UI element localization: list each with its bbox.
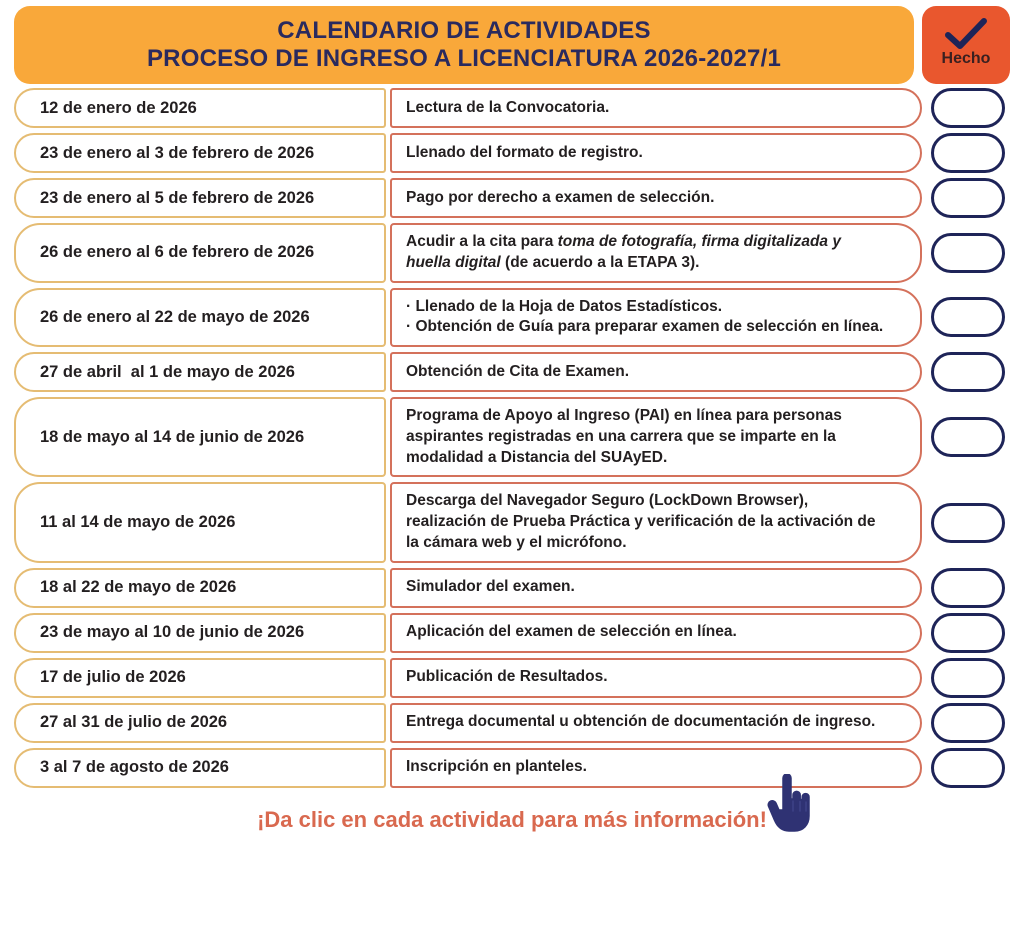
activity-date-label: 18 al 22 de mayo de 2026 — [40, 578, 237, 597]
activity-date-cell[interactable] — [14, 178, 386, 218]
done-checkbox-cell[interactable] — [926, 703, 1010, 743]
activity-date-label: 12 de enero de 2026 — [40, 98, 197, 117]
page-title-line-2: PROCESO DE INGRESO A LICENCIATURA 2026-2027/1 — [146, 45, 782, 72]
done-checkbox[interactable] — [931, 233, 1005, 273]
page-title-line-1: CALENDARIO DE ACTIVIDADES — [277, 16, 651, 44]
activity-description-cell[interactable] — [390, 568, 922, 608]
activity-description-label: Entrega documental u obtención de documentación de ingreso. — [406, 713, 876, 731]
activity-description-label: Lectura de la Convocatoria. — [406, 98, 610, 116]
calendar-header — [0, 0, 1024, 88]
done-checkbox-cell[interactable] — [926, 352, 1010, 392]
done-checkbox[interactable] — [931, 748, 1005, 788]
activity-description-label: Publicación de Resultados. — [406, 668, 608, 686]
activity-date-label: 17 de julio de 2026 — [40, 668, 186, 687]
activity-date-label: 23 de enero al 3 de febrero de 2026 — [40, 143, 315, 162]
activity-date-label: 11 al 14 de mayo de 2026 — [40, 513, 236, 531]
table-row[interactable] — [14, 482, 1010, 562]
done-checkbox[interactable] — [931, 133, 1005, 173]
activity-date-label: 3 al 7 de agosto de 2026 — [40, 758, 229, 777]
activity-description-label: Acudir a la cita para toma de fotografía, firma digitalizada y huella digital (de acuerdo a la ETAPA 3). — [406, 233, 841, 271]
activity-date-label: 23 de enero al 5 de febrero de 2026 — [40, 188, 315, 207]
activity-date-label: 23 de mayo al 10 de junio de 2026 — [40, 623, 305, 642]
table-row[interactable] — [14, 223, 1010, 283]
activity-description-cell[interactable] — [390, 133, 922, 173]
activity-description-label: Programa de Apoyo al Ingreso (PAI) en línea para personas aspirantes registradas en una carrera que se imparte en la modalidad a Distancia del SUAyED. — [406, 407, 842, 466]
done-checkbox[interactable] — [931, 503, 1005, 543]
activity-description-label: Aplicación del examen de selección en línea. — [406, 623, 737, 641]
activity-description-cell[interactable] — [390, 482, 922, 562]
done-checkbox-cell[interactable] — [926, 613, 1010, 653]
activity-date-label: 26 de enero al 6 de febrero de 2026 — [40, 243, 315, 262]
activity-description-cell[interactable] — [390, 178, 922, 218]
activity-description-label: Inscripción en planteles. — [406, 758, 587, 776]
activity-date-cell[interactable] — [14, 703, 386, 743]
done-checkbox-cell[interactable] — [926, 178, 1010, 218]
activity-description-label: Obtención de Cita de Examen. — [406, 362, 630, 380]
table-row[interactable] — [14, 88, 1010, 128]
activity-date-cell[interactable] — [14, 88, 386, 128]
done-checkbox-cell[interactable] — [926, 568, 1010, 608]
activity-date-cell[interactable] — [14, 568, 386, 608]
done-checkbox[interactable] — [931, 417, 1005, 457]
done-checkbox-cell[interactable] — [926, 482, 1010, 562]
table-row[interactable] — [14, 178, 1010, 218]
activity-description-cell[interactable] — [390, 88, 922, 128]
done-checkbox[interactable] — [931, 178, 1005, 218]
table-row[interactable] — [14, 352, 1010, 392]
done-checkbox[interactable] — [931, 352, 1005, 392]
done-checkbox-cell[interactable] — [926, 748, 1010, 788]
activity-description-cell[interactable] — [390, 397, 922, 477]
activity-date-cell[interactable] — [14, 613, 386, 653]
activity-description-cell[interactable] — [390, 288, 922, 348]
activity-date-cell[interactable] — [14, 748, 386, 788]
check-icon — [944, 18, 988, 52]
activity-description-label: Descarga del Navegador Seguro (LockDown Browser), realización de Prueba Práctica y verificación de la activación de la cámara web y el micrófono. — [406, 492, 876, 551]
done-checkbox-cell[interactable] — [926, 133, 1010, 173]
table-row[interactable] — [14, 288, 1010, 348]
activity-description-cell[interactable] — [390, 352, 922, 392]
activity-date-cell[interactable] — [14, 223, 386, 283]
done-checkbox[interactable] — [931, 568, 1005, 608]
activity-date-cell[interactable] — [14, 288, 386, 348]
done-checkbox[interactable] — [931, 658, 1005, 698]
header-banner — [14, 6, 914, 84]
table-row[interactable] — [14, 748, 1010, 788]
done-checkbox-cell[interactable] — [926, 288, 1010, 348]
activity-date-cell[interactable] — [14, 133, 386, 173]
done-column-header — [922, 6, 1010, 84]
activity-description-cell[interactable] — [390, 748, 922, 788]
done-checkbox-cell[interactable] — [926, 88, 1010, 128]
done-checkbox-cell[interactable] — [926, 658, 1010, 698]
done-checkbox-cell[interactable] — [926, 223, 1010, 283]
pointing-hand-cursor-icon — [766, 774, 812, 832]
activity-date-label: 27 al 31 de julio de 2026 — [40, 713, 228, 732]
footer-note: ¡Da clic en cada actividad para más información! — [257, 806, 767, 832]
activity-description-label: Pago por derecho a examen de selección. — [406, 188, 715, 206]
activity-description-cell[interactable] — [390, 613, 922, 653]
activity-description-label: Llenado del formato de registro. — [406, 143, 643, 161]
activity-date-label: 26 de enero al 22 de mayo de 2026 — [40, 307, 310, 326]
table-row[interactable] — [14, 397, 1010, 477]
done-checkbox[interactable] — [931, 297, 1005, 337]
table-row[interactable] — [14, 568, 1010, 608]
done-checkbox[interactable] — [931, 703, 1005, 743]
activity-date-cell[interactable] — [14, 397, 386, 477]
activity-date-cell[interactable] — [14, 482, 386, 562]
done-column-label: Hecho — [941, 50, 991, 67]
activity-description-label: Simulador del examen. — [406, 578, 575, 596]
activity-description-label: · Llenado de la Hoja de Datos Estadísticos. · Obtención de Guía para preparar examen de selección en línea. — [406, 297, 884, 336]
activity-description-cell[interactable] — [390, 223, 922, 283]
activity-description-cell[interactable] — [390, 658, 922, 698]
activity-date-cell[interactable] — [14, 352, 386, 392]
activity-description-cell[interactable] — [390, 703, 922, 743]
table-row[interactable] — [14, 613, 1010, 653]
activity-date-label: 27 de abril al 1 de mayo de 2026 — [40, 362, 295, 381]
activity-date-label: 18 de mayo al 14 de junio de 2026 — [40, 427, 305, 446]
footer — [0, 800, 1024, 840]
done-checkbox[interactable] — [931, 613, 1005, 653]
activity-date-cell[interactable] — [14, 658, 386, 698]
done-checkbox[interactable] — [931, 88, 1005, 128]
done-checkbox-cell[interactable] — [926, 397, 1010, 477]
table-row[interactable] — [14, 133, 1010, 173]
table-row[interactable] — [14, 658, 1010, 698]
activity-rows — [0, 88, 1024, 788]
table-row[interactable] — [14, 703, 1010, 743]
